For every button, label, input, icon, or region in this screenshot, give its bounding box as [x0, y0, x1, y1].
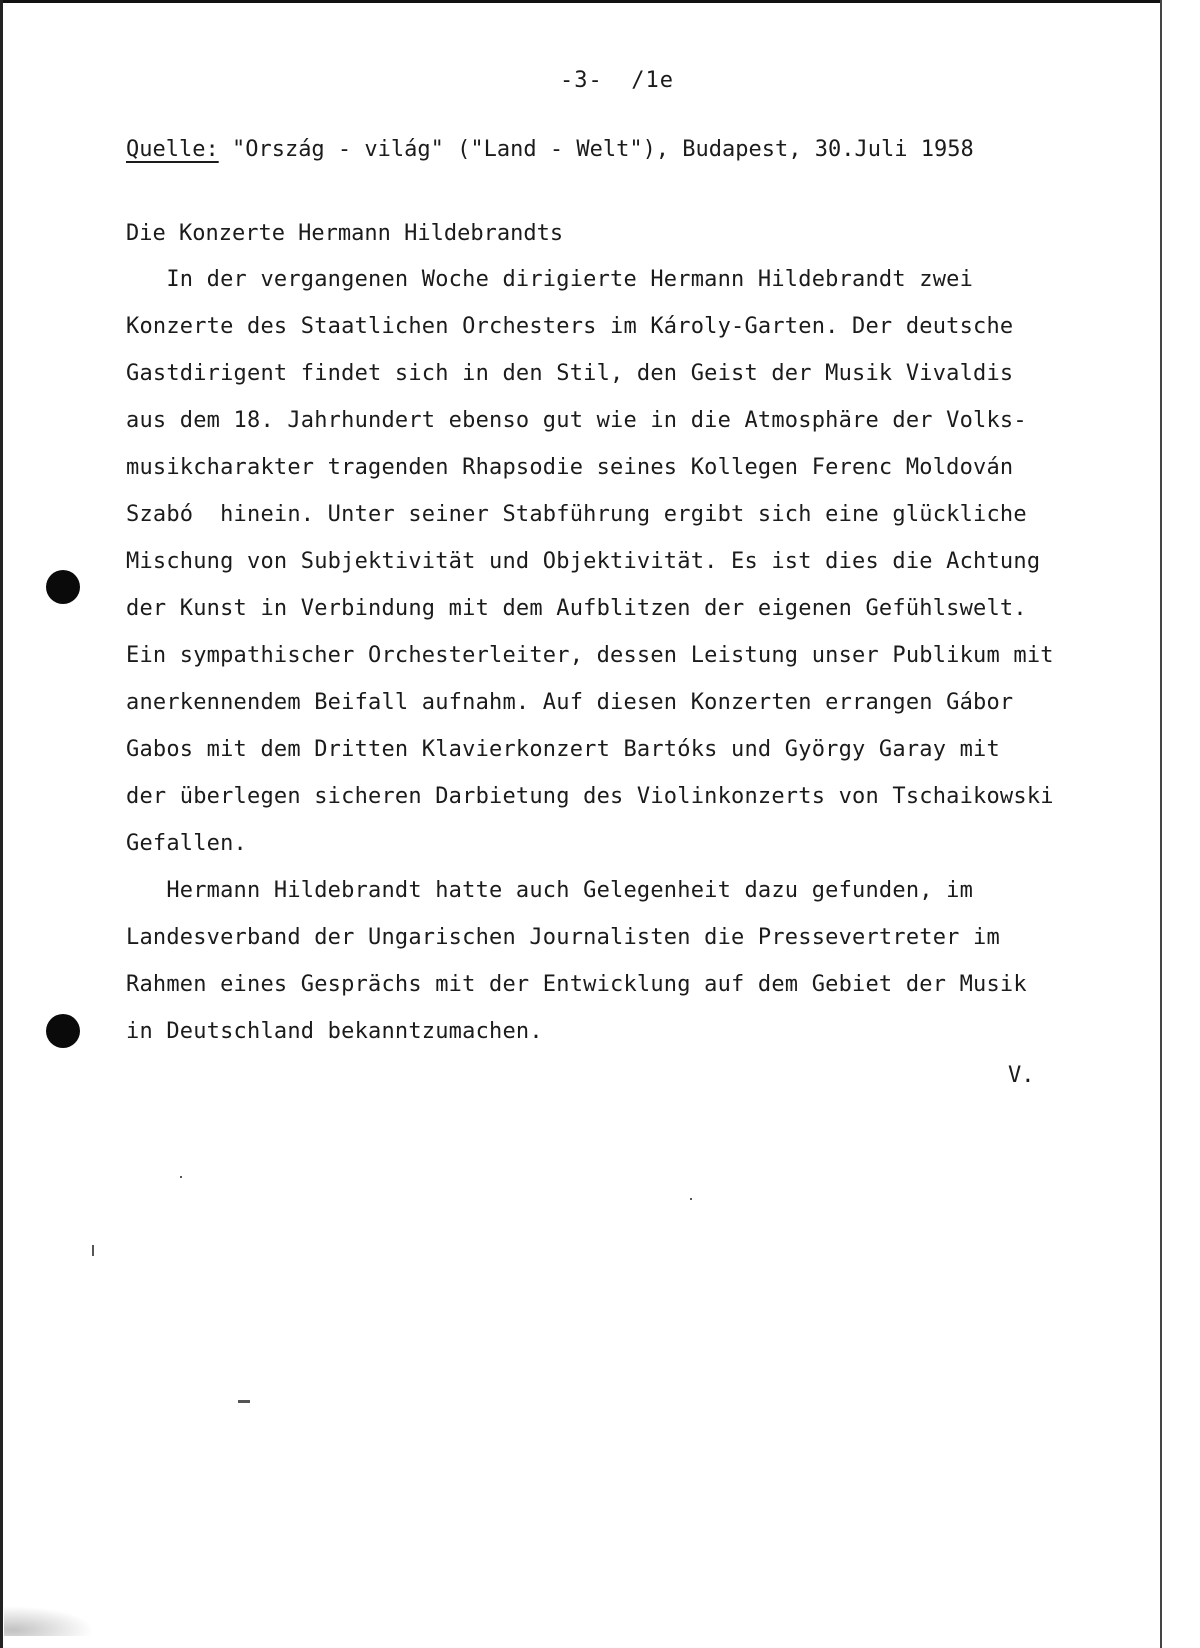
scan-dust — [4, 1606, 94, 1636]
scan-speck — [238, 1400, 250, 1403]
page-number: -3- /1e — [560, 68, 674, 93]
source-label: Quelle: — [126, 137, 219, 162]
body-line: musikcharakter tragenden Rhapsodie seines Kollegen Ferenc Moldován — [126, 455, 1014, 480]
body-line: der Kunst in Verbindung mit dem Aufblitzen der eigenen Gefühlswelt. — [126, 596, 1027, 621]
body-line: Ein sympathischer Orchesterleiter, dessen Leistung unser Publikum mit — [126, 643, 1054, 668]
punch-hole — [46, 570, 80, 604]
body-line: Landesverband der Ungarischen Journalisten die Pressevertreter im — [126, 925, 1000, 950]
body-line: Hermann Hildebrandt hatte auch Gelegenheit dazu gefunden, im — [126, 878, 974, 903]
body-line: Szabó hinein. Unter seiner Stabführung ergibt sich eine glückliche — [126, 502, 1027, 527]
author-signature: V. — [1008, 1063, 1035, 1088]
punch-hole — [46, 1014, 80, 1048]
body-line: in Deutschland bekanntzumachen. — [126, 1019, 543, 1044]
body-line: Gastdirigent findet sich in den Stil, den Geist der Musik Vivaldis — [126, 361, 1014, 386]
scan-speck — [690, 1198, 692, 1200]
scan-speck — [180, 1176, 182, 1178]
page-edge-top — [0, 0, 1160, 3]
scan-speck — [92, 1245, 94, 1256]
page-edge-left — [0, 0, 3, 1648]
article-headline: Die Konzerte Hermann Hildebrandts — [126, 221, 564, 246]
body-line: anerkennendem Beifall aufnahm. Auf diesen Konzerten errangen Gábor — [126, 690, 1014, 715]
body-line: Gefallen. — [126, 831, 248, 856]
source-text: "Ország - világ" ("Land - Welt"), Budapest, 30.Juli 1958 — [218, 137, 974, 162]
body-line: In der vergangenen Woche dirigierte Hermann Hildebrandt zwei — [126, 267, 974, 292]
source-line — [126, 137, 974, 162]
body-line: Gabos mit dem Dritten Klavierkonzert Bartóks und György Garay mit — [126, 737, 1000, 762]
body-line: der überlegen sicheren Darbietung des Violinkonzerts von Tschaikowski — [126, 784, 1054, 809]
body-line: aus dem 18. Jahrhundert ebenso gut wie in die Atmosphäre der Volks- — [126, 408, 1027, 433]
body-line: Konzerte des Staatlichen Orchesters im Károly-Garten. Der deutsche — [126, 314, 1014, 339]
body-line: Rahmen eines Gesprächs mit der Entwicklung auf dem Gebiet der Musik — [126, 972, 1027, 997]
body-line: Mischung von Subjektivität und Objektivität. Es ist dies die Achtung — [126, 549, 1041, 574]
page-edge-right — [1160, 0, 1162, 1648]
